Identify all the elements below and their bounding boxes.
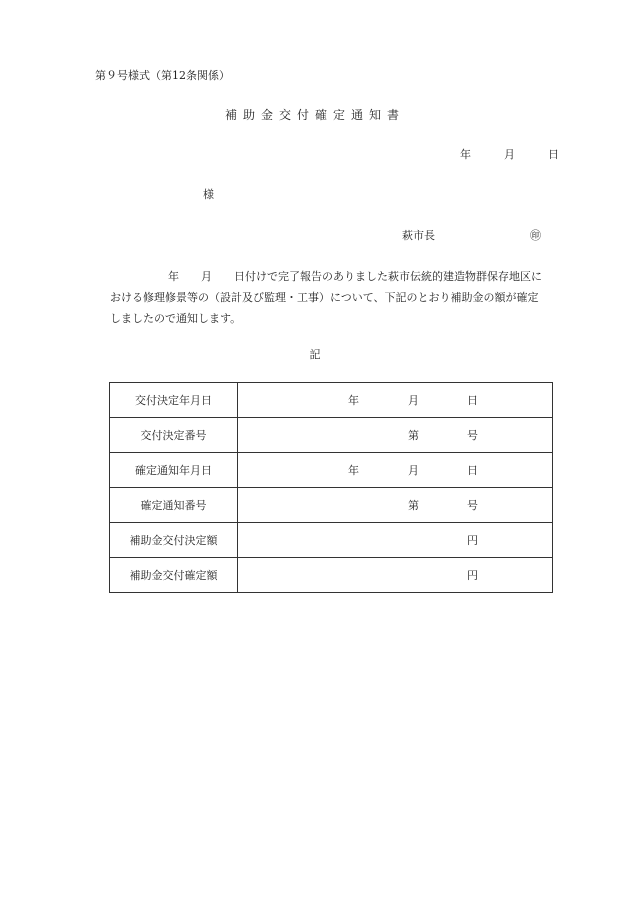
row-label: 交付決定番号: [110, 418, 238, 453]
issue-date-month: 月: [504, 148, 515, 161]
table-row: [110, 523, 553, 558]
table-row: [110, 418, 553, 453]
issuer-name: 萩市長: [402, 229, 435, 242]
form-number: 第９号様式（第12条関係）: [95, 69, 230, 82]
day-unit: 日: [467, 464, 478, 477]
yen-unit: 円: [467, 569, 478, 582]
issuer: [402, 227, 541, 243]
seal-mark: ㊞: [530, 229, 541, 242]
row-value: [238, 523, 553, 558]
body-line-1: 年 月 日付けで完了報告のありました萩市伝統的建造物群保存地区に: [168, 270, 542, 283]
row-value: [238, 488, 553, 523]
recipient-suffix: 様: [203, 188, 214, 201]
row-label: 補助金交付決定額: [110, 523, 238, 558]
number-prefix: 第: [408, 429, 419, 442]
row-value: [238, 558, 553, 593]
body-line-2: おける修理修景等の（設計及び監理・工事）について、下記のとおり補助金の額が確定: [110, 291, 539, 304]
body-text: [110, 266, 575, 329]
day-unit: 日: [467, 394, 478, 407]
row-value: [238, 383, 553, 418]
table-row: [110, 453, 553, 488]
document-title: 補助金交付確定通知書: [224, 108, 405, 122]
table-row: [110, 558, 553, 593]
issue-date-day: 日: [548, 148, 559, 161]
body-line-3: しましたので通知します。: [110, 312, 242, 325]
year-unit: 年: [348, 464, 359, 477]
info-table: [109, 382, 553, 593]
month-unit: 月: [408, 464, 419, 477]
yen-unit: 円: [467, 534, 478, 547]
year-unit: 年: [348, 394, 359, 407]
issue-date: [460, 146, 559, 162]
row-value: [238, 418, 553, 453]
number-suffix: 号: [467, 499, 478, 512]
row-label: 交付決定年月日: [110, 383, 238, 418]
row-label: 補助金交付確定額: [110, 558, 238, 593]
ki-heading: 記: [309, 348, 321, 361]
issue-date-year: 年: [460, 148, 471, 161]
number-suffix: 号: [467, 429, 478, 442]
number-prefix: 第: [408, 499, 419, 512]
row-value: [238, 453, 553, 488]
row-label: 確定通知年月日: [110, 453, 238, 488]
row-label: 確定通知番号: [110, 488, 238, 523]
month-unit: 月: [408, 394, 419, 407]
table-row: [110, 383, 553, 418]
table-row: [110, 488, 553, 523]
